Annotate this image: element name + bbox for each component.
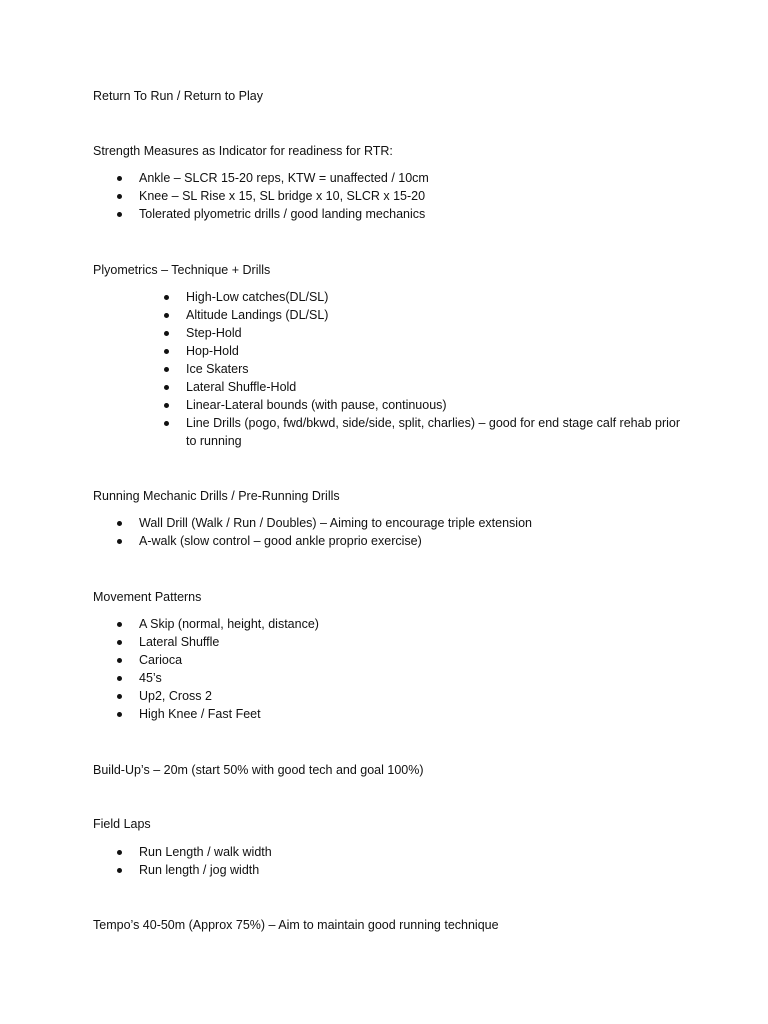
list-item: Knee – SL Rise x 15, SL bridge x 10, SLCR x 15-20 [139, 187, 429, 205]
list-item: Lateral Shuffle [139, 633, 319, 651]
list-item: A-walk (slow control – good ankle proprio exercise) [139, 532, 532, 550]
running-heading: Running Mechanic Drills / Pre-Running Drills [93, 489, 340, 503]
list-item: High Knee / Fast Feet [139, 705, 319, 723]
fieldlaps-heading: Field Laps [93, 817, 151, 831]
document-title: Return To Run / Return to Play [93, 89, 263, 103]
plyometrics-heading: Plyometrics – Technique + Drills [93, 263, 271, 277]
list-item: Line Drills (pogo, fwd/bkwd, side/side, split, charlies) – good for end stage calf rehab prior to running [186, 414, 686, 450]
list-item: High-Low catches(DL/SL) [186, 288, 686, 306]
movement-list [139, 615, 319, 723]
list-item: Run length / jog width [139, 861, 272, 879]
list-item: Wall Drill (Walk / Run / Doubles) – Aiming to encourage triple extension [139, 516, 532, 530]
list-item: Linear-Lateral bounds (with pause, continuous) [186, 396, 686, 414]
list-item: Lateral Shuffle-Hold [186, 378, 686, 396]
fieldlaps-list [139, 843, 272, 879]
list-item: 45’s [139, 669, 319, 687]
strength-heading: Strength Measures as Indicator for readiness for RTR: [93, 144, 393, 158]
buildups-heading: Build-Up’s – 20m (start 50% with good tech and goal 100%) [93, 763, 424, 777]
strength-list [139, 169, 429, 223]
movement-heading: Movement Patterns [93, 590, 202, 604]
list-item: Up2, Cross 2 [139, 687, 319, 705]
running-list [139, 514, 532, 550]
list-item: Step-Hold [186, 324, 686, 342]
list-item: Tolerated plyometric drills / good landing mechanics [139, 205, 429, 223]
list-item: Ice Skaters [186, 360, 686, 378]
tempos-heading: Tempo’s 40-50m (Approx 75%) – Aim to maintain good running technique [93, 918, 499, 932]
list-item: Carioca [139, 651, 319, 669]
plyometrics-list [186, 288, 686, 450]
list-item: A Skip (normal, height, distance) [139, 617, 319, 631]
list-item: Run Length / walk width [139, 845, 272, 859]
list-item: Altitude Landings (DL/SL) [186, 306, 686, 324]
list-item: Hop-Hold [186, 342, 686, 360]
list-item: Ankle – SLCR 15-20 reps, KTW = unaffected / 10cm [139, 171, 429, 185]
